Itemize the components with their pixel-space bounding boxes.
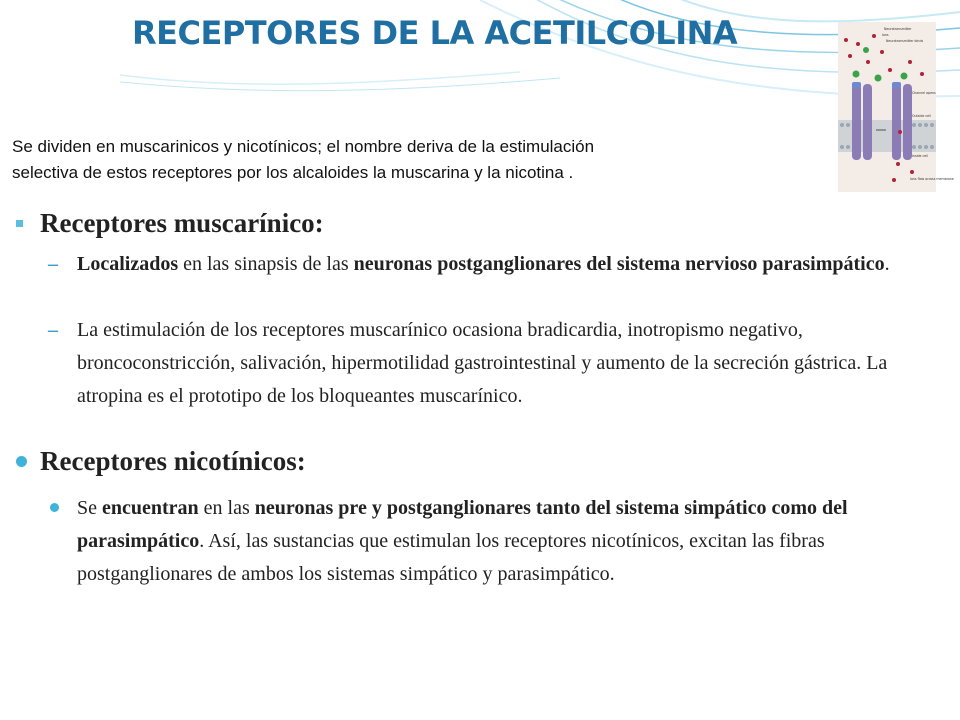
dash-bullet-icon: – [48, 319, 58, 341]
bold-neurons-parasympathetic: neuronas postganglionares del sistema nervioso parasimpático [353, 253, 885, 275]
bold-localizados: Localizados [77, 253, 179, 275]
square-bullet-icon [16, 220, 23, 227]
text-segment: en las sinapsis de las [178, 253, 354, 275]
figure-label-ions-flow: Ions flow across membrane [910, 177, 954, 181]
intro-line-2: selectiva de estos receptores por los alcaloides la muscarina y la nicotina . [12, 163, 574, 182]
list-item-muscarinic-location [48, 248, 918, 281]
muscarinic-effects-text: La estimulación de los receptores muscarínico ocasiona bradicardia, inotropismo negativo, broncoconstricción, salivación, hipermotilidad gastrointestinal y aumento de la secreción gástrica. La atropina es el prototipo de los bloqueantes muscarínico. [77, 319, 888, 407]
figure-label-outside: Outside cell [912, 114, 931, 118]
intro-paragraph [12, 134, 832, 186]
figure-label-neurotransmitter: Neurotransmitter [884, 27, 912, 31]
page-title: RECEPTORES DE LA ACETILCOLINA [132, 14, 738, 52]
text-segment: . [884, 253, 890, 275]
text-segment: en las [198, 497, 255, 519]
text-segment: . Así, las sustancias que estimulan los receptores nicotínicos, excitan las fibras postganglionares de ambos los sistemas simpático y parasimpático. [77, 530, 825, 585]
circle-bullet-icon [16, 456, 27, 467]
figure-label-binds: Neurotransmitter binds [886, 39, 924, 43]
dash-bullet-icon: – [48, 253, 58, 275]
heading-muscarinic [16, 208, 324, 239]
intro-line-1: Se dividen en muscarinicos y nicotínicos; el nombre deriva de la estimulación [12, 137, 595, 156]
bold-encuentran: encuentran [102, 497, 199, 519]
figure-label-inside: Inside cell [912, 154, 928, 158]
figure-label-channel: Channel opens [912, 91, 936, 95]
heading-nicotinic-text: Receptores nicotínicos: [40, 446, 306, 476]
heading-nicotinic [16, 446, 306, 477]
heading-muscarinic-text: Receptores muscarínico: [40, 208, 324, 238]
circle-bullet-icon [50, 503, 59, 512]
list-item-muscarinic-effects [48, 314, 918, 413]
bold-neurons-sympathetic: neuronas pre y postganglionares tanto del sistema simpático como del parasimpático [77, 497, 848, 552]
list-item-nicotinic-location [48, 492, 918, 591]
receptor-channel-figure [838, 22, 954, 192]
text-segment: Se [77, 497, 102, 519]
figure-label-ions: Ions [882, 33, 889, 37]
